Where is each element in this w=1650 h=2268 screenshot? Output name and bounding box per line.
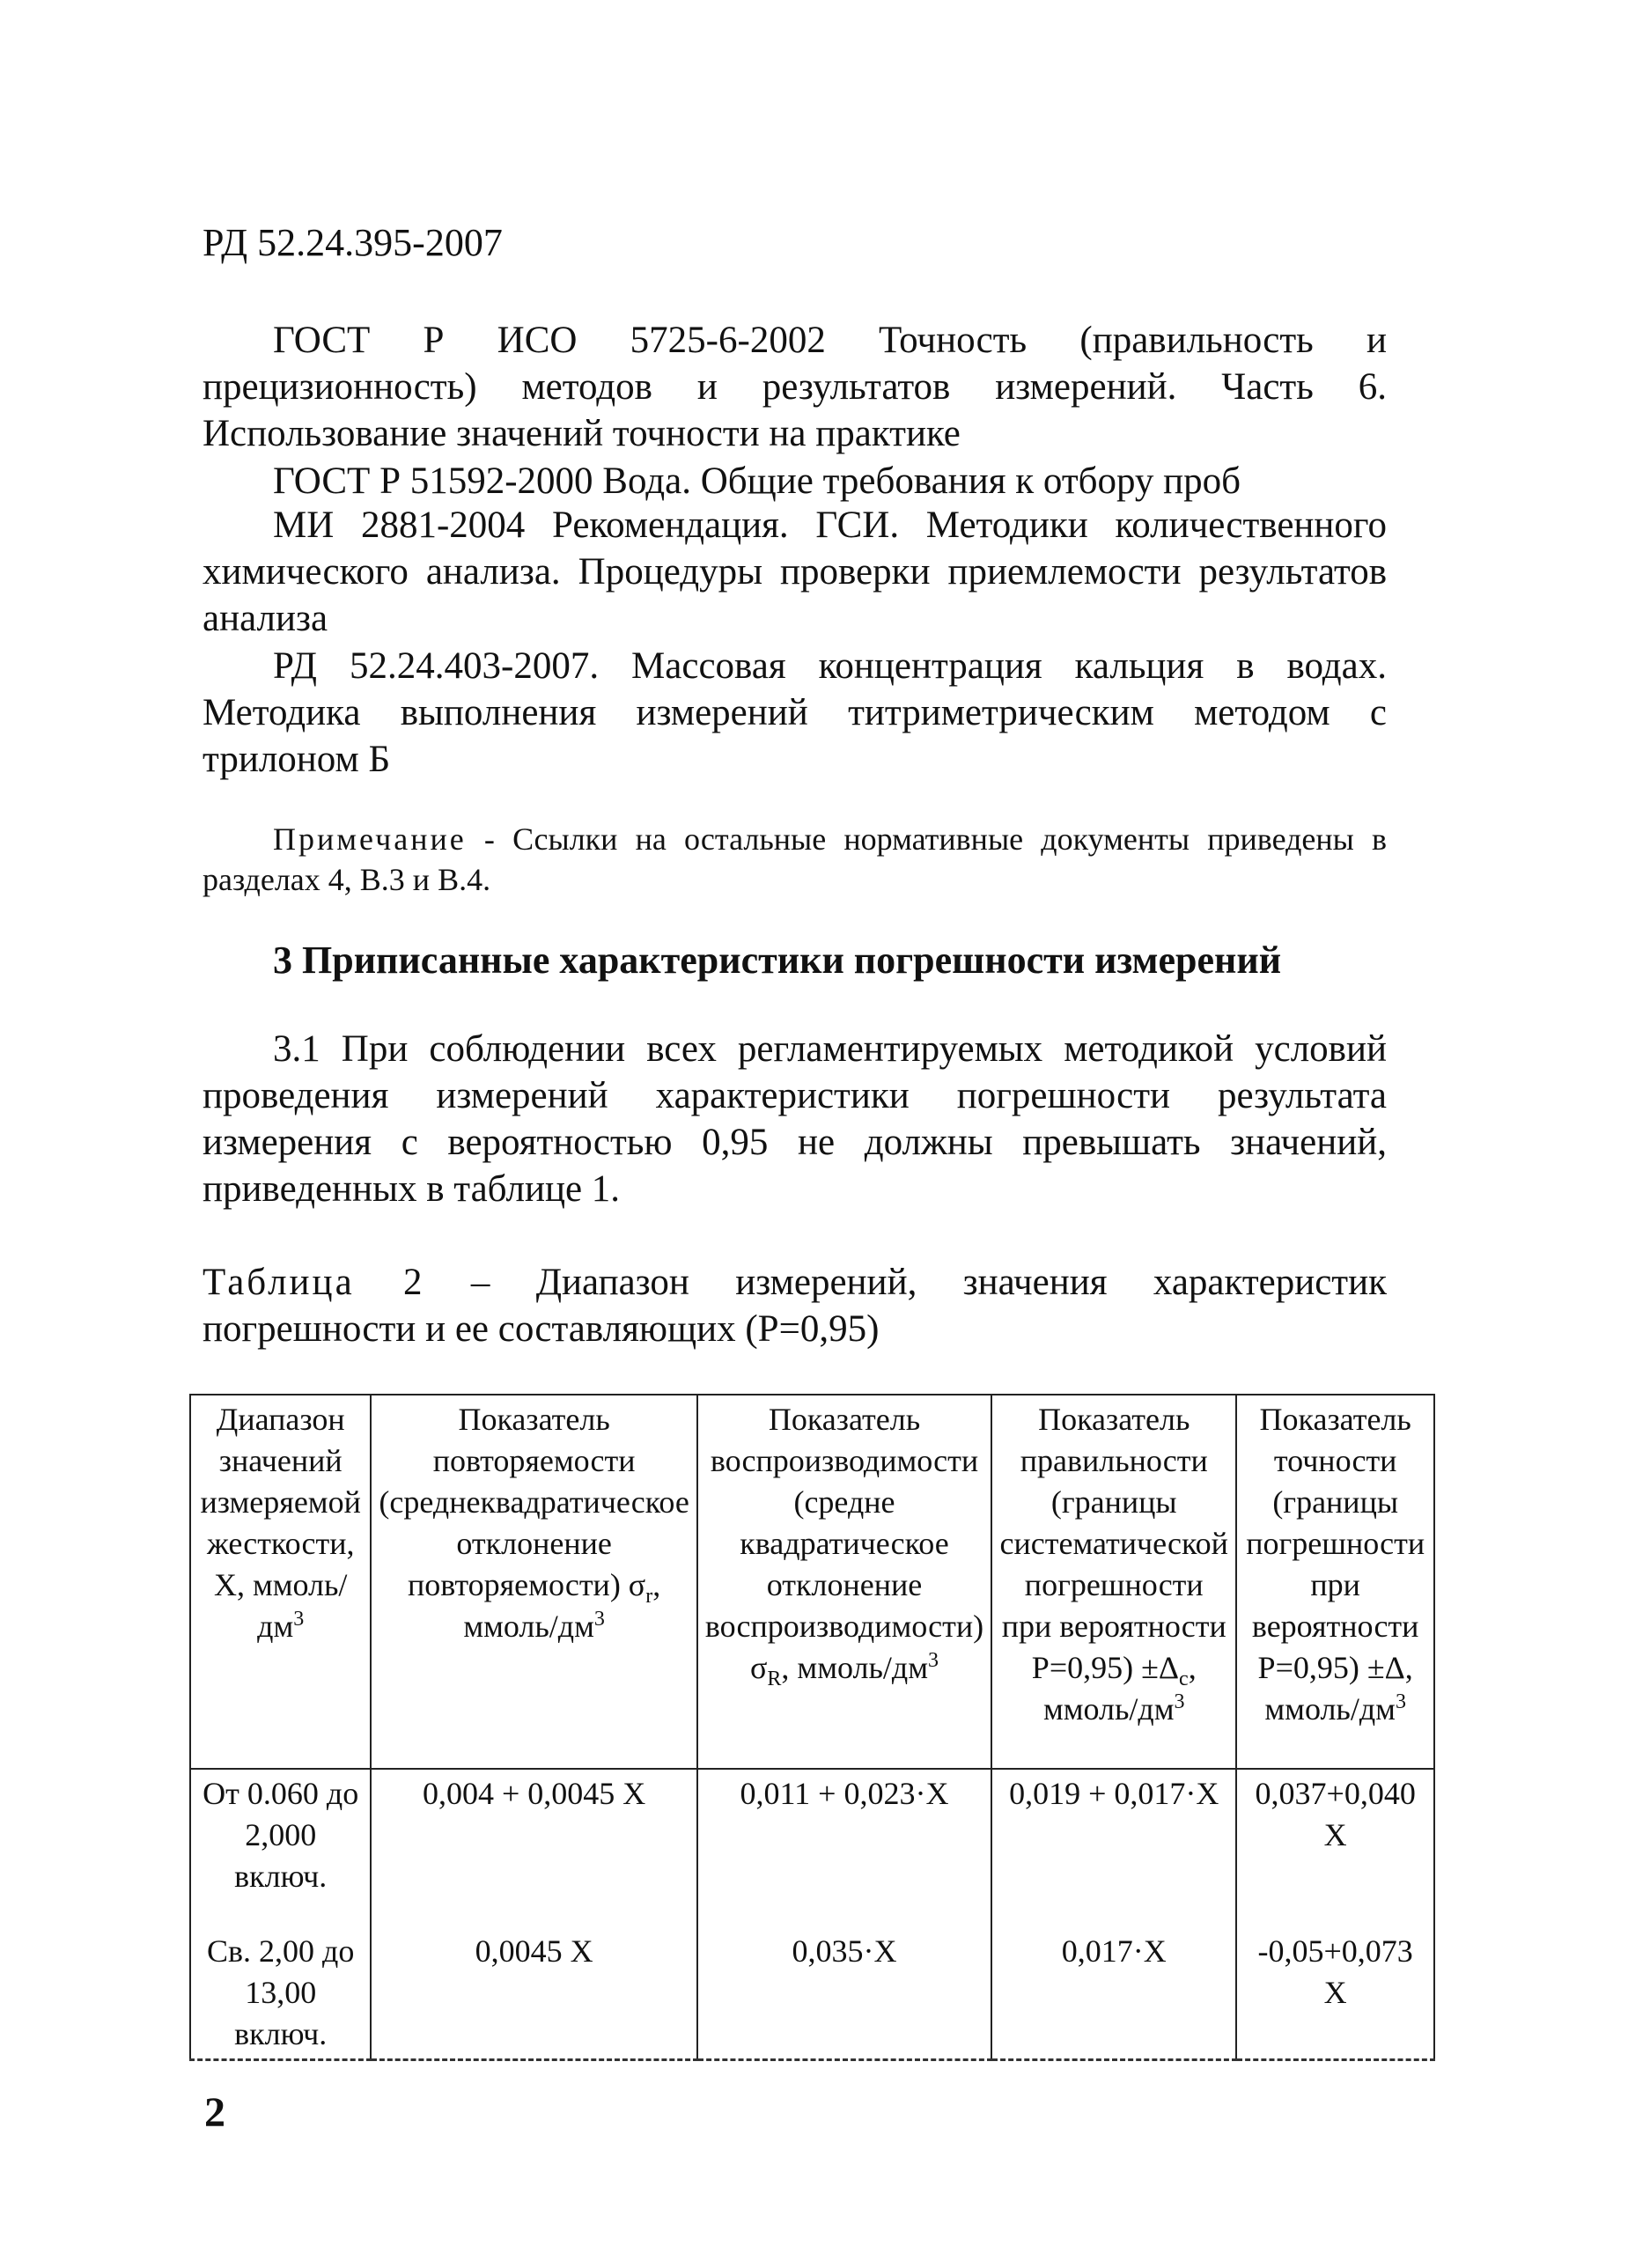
note-lead: Примечание [273,821,467,857]
reference-text: ГОСТ Р ИСО 5725-6-2002 Точность (правильность и прецизионность) методов и результатов измерений. Часть 6. Использование значений точности на практике [203,320,1387,454]
reference-gost-51592 [203,458,1387,504]
table-row [190,1901,1434,2060]
paragraph-text: 3.1 При соблюдении всех регламентируемых методикой условий проведения измерений характеристики погрешности результата измерения с вероятностью 0,95 не должны превышать значений, приведенных в таблице 1. [203,1028,1387,1210]
cell-range: От 0.060 до 2,000 включ. [190,1769,371,1901]
document-header: РД 52.24.395-2007 [203,221,503,264]
measurement-table [189,1394,1435,2061]
header-trueness: Показатель правильности (границы систематической погрешности при вероятности $Р=0,95) \pm\Delta_c$, ммоль/$дм^3$ [991,1395,1236,1769]
cell-reproducibility: 0,035·Х [697,1901,991,2060]
note-text: - Ссылки на остальные нормативные документы приведены в разделах 4, В.3 и В.4. [203,821,1387,897]
table-row [190,1769,1434,1901]
page-number: 2 [204,2089,225,2136]
reference-text: ГОСТ Р 51592-2000 Вода. Общие требования к отбору проб [273,460,1241,502]
reference-text: РД 52.24.403-2007. Массовая концентрация кальция в водах. Методика выполнения измерений титриметрическим методом с трилоном Б [203,645,1387,780]
table-caption-text: – Диапазон измерений, значения характеристик погрешности и ее составляющих (Р=0,95) [203,1262,1388,1350]
cell-repeatability: 0,0045 Х [371,1901,696,2060]
header-range: Диапазон значений измеряемой жесткости, Х, ммоль/$дм^3$ [190,1395,371,1769]
cell-trueness: 0,017·Х [991,1901,1236,2060]
reference-mi-2881 [203,502,1387,642]
cell-repeatability: 0,004 + 0,0045 Х [371,1769,696,1901]
section-title: 3 Приписанные характеристики погрешности измерений [273,939,1282,982]
header-repeatability: Показатель повторяемости (среднеквадратическое отклонение повторяемости) $\sigma_r$, ммоль/$дм^3$ [371,1395,696,1769]
cell-trueness: 0,019 + 0,017·Х [991,1769,1236,1901]
reference-rd-403 [203,643,1387,783]
reference-text: МИ 2881-2004 Рекомендация. ГСИ. Методики количественного химического анализа. Процедуры проверки приемлемости результатов анализа [203,504,1387,639]
cell-range: Св. 2,00 до 13,00 включ. [190,1901,371,2060]
cell-reproducibility: 0,011 + 0,023·Х [697,1769,991,1901]
reference-gost-5725 [203,317,1387,457]
header-reproducibility: Показатель воспроизводимости (средне квадратическое отклонение воспроизводимости) $\sigma_R$, ммоль/$дм^3$ [697,1395,991,1769]
table-header-row [190,1395,1434,1769]
cell-accuracy: 0,037+0,040 Х [1236,1769,1434,1901]
table-caption-label: Таблица 2 [203,1262,425,1303]
table-caption [203,1259,1387,1352]
header-accuracy: Показатель точности (границы погрешности при вероятности Р=0,95) ±Δ, ммоль/$дм^3$ [1236,1395,1434,1769]
paragraph-3-1 [203,1026,1387,1212]
cell-accuracy: -0,05+0,073 Х [1236,1901,1434,2060]
note [203,819,1387,900]
